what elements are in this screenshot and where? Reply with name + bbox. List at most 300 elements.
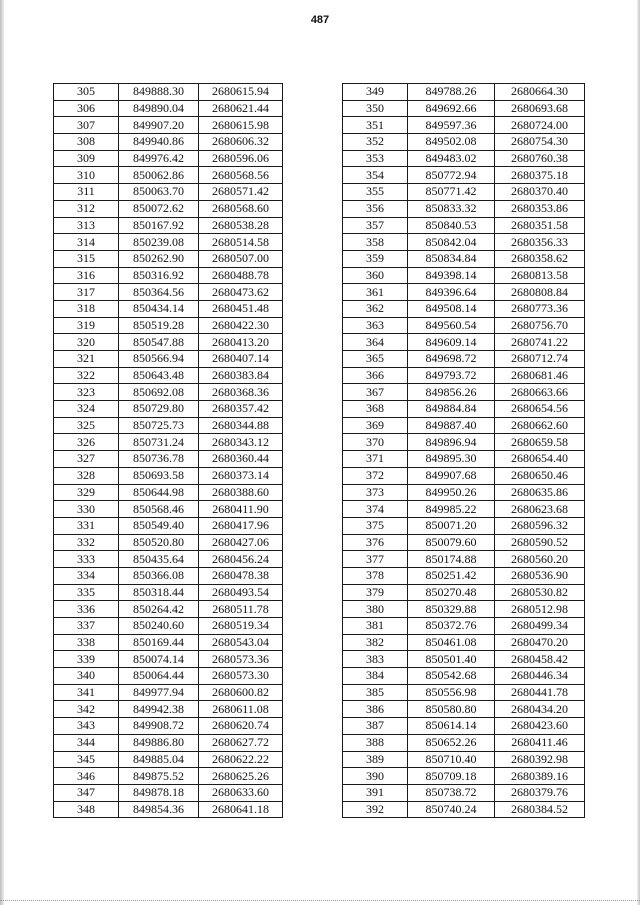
x-coordinate-cell: 850740.24 — [408, 801, 495, 818]
table-row — [343, 534, 585, 551]
point-number-cell: 318 — [54, 300, 119, 317]
table-row — [54, 451, 283, 468]
point-number-cell: 346 — [54, 768, 119, 785]
y-coordinate-cell: 2680754.30 — [495, 134, 585, 151]
table-row — [54, 567, 283, 584]
point-number-cell: 361 — [343, 284, 408, 301]
point-number-cell: 388 — [343, 734, 408, 751]
table-row — [54, 784, 283, 801]
point-number-cell: 382 — [343, 634, 408, 651]
table-row — [343, 701, 585, 718]
scan-edge-left — [0, 0, 4, 905]
point-number-cell: 345 — [54, 751, 119, 768]
y-coordinate-cell: 2680389.16 — [495, 768, 585, 785]
x-coordinate-cell: 849940.86 — [119, 134, 199, 151]
table-row — [343, 300, 585, 317]
y-coordinate-cell: 2680773.36 — [495, 300, 585, 317]
y-coordinate-cell: 2680568.56 — [199, 167, 283, 184]
point-number-cell: 374 — [343, 501, 408, 518]
table-row — [54, 284, 283, 301]
y-coordinate-cell: 2680606.32 — [199, 134, 283, 151]
x-coordinate-cell: 850435.64 — [119, 551, 199, 568]
y-coordinate-cell: 2680664.30 — [495, 84, 585, 101]
y-coordinate-cell: 2680650.46 — [495, 467, 585, 484]
point-number-cell: 332 — [54, 534, 119, 551]
x-coordinate-cell: 850167.92 — [119, 217, 199, 234]
y-coordinate-cell: 2680625.26 — [199, 768, 283, 785]
x-coordinate-cell: 850692.08 — [119, 384, 199, 401]
table-row — [54, 634, 283, 651]
y-coordinate-cell: 2680663.66 — [495, 384, 585, 401]
x-coordinate-cell: 850264.42 — [119, 601, 199, 618]
point-number-cell: 324 — [54, 401, 119, 418]
table-row — [54, 701, 283, 718]
x-coordinate-cell: 850725.73 — [119, 417, 199, 434]
x-coordinate-cell: 850461.08 — [408, 634, 495, 651]
point-number-cell: 328 — [54, 467, 119, 484]
x-coordinate-cell: 850071.20 — [408, 517, 495, 534]
table-row — [54, 384, 283, 401]
point-number-cell: 331 — [54, 517, 119, 534]
x-coordinate-cell: 850644.98 — [119, 484, 199, 501]
table-row — [343, 417, 585, 434]
y-coordinate-cell: 2680654.40 — [495, 451, 585, 468]
x-coordinate-cell: 849887.40 — [408, 417, 495, 434]
point-number-cell: 355 — [343, 184, 408, 201]
table-row — [343, 100, 585, 117]
x-coordinate-cell: 849502.08 — [408, 134, 495, 151]
table-row — [54, 334, 283, 351]
table-row — [54, 534, 283, 551]
point-number-cell: 390 — [343, 768, 408, 785]
point-number-cell: 327 — [54, 451, 119, 468]
table-row — [54, 718, 283, 735]
table-row — [343, 601, 585, 618]
x-coordinate-cell: 850547.88 — [119, 334, 199, 351]
point-number-cell: 362 — [343, 300, 408, 317]
point-number-cell: 383 — [343, 651, 408, 668]
point-number-cell: 385 — [343, 684, 408, 701]
x-coordinate-cell: 850074.14 — [119, 651, 199, 668]
y-coordinate-cell: 2680373.14 — [199, 467, 283, 484]
x-coordinate-cell: 850614.14 — [408, 718, 495, 735]
table-row — [343, 618, 585, 635]
table-row — [54, 134, 283, 151]
y-coordinate-cell: 2680530.82 — [495, 584, 585, 601]
x-coordinate-cell: 850580.80 — [408, 701, 495, 718]
point-number-cell: 330 — [54, 501, 119, 518]
y-coordinate-cell: 2680451.48 — [199, 300, 283, 317]
x-coordinate-cell: 849885.04 — [119, 751, 199, 768]
point-number-cell: 363 — [343, 317, 408, 334]
point-number-cell: 384 — [343, 668, 408, 685]
y-coordinate-cell: 2680600.82 — [199, 684, 283, 701]
table-row — [54, 734, 283, 751]
table-row — [54, 150, 283, 167]
y-coordinate-cell: 2680407.14 — [199, 351, 283, 368]
table-row — [54, 217, 283, 234]
point-number-cell: 387 — [343, 718, 408, 735]
point-number-cell: 335 — [54, 584, 119, 601]
table-row — [54, 801, 283, 818]
point-number-cell: 315 — [54, 250, 119, 267]
point-number-cell: 340 — [54, 668, 119, 685]
point-number-cell: 370 — [343, 434, 408, 451]
table-row — [343, 567, 585, 584]
table-row — [343, 451, 585, 468]
x-coordinate-cell: 850239.08 — [119, 234, 199, 251]
y-coordinate-cell: 2680357.42 — [199, 401, 283, 418]
point-number-cell: 313 — [54, 217, 119, 234]
point-number-cell: 366 — [343, 367, 408, 384]
table-row — [54, 401, 283, 418]
table-row — [343, 134, 585, 151]
x-coordinate-cell: 849788.26 — [408, 84, 495, 101]
y-coordinate-cell: 2680654.56 — [495, 401, 585, 418]
point-number-cell: 344 — [54, 734, 119, 751]
y-coordinate-cell: 2680511.78 — [199, 601, 283, 618]
x-coordinate-cell: 850772.94 — [408, 167, 495, 184]
x-coordinate-cell: 849854.36 — [119, 801, 199, 818]
x-coordinate-cell: 850542.68 — [408, 668, 495, 685]
y-coordinate-cell: 2680370.40 — [495, 184, 585, 201]
y-coordinate-cell: 2680512.98 — [495, 601, 585, 618]
table-row — [343, 768, 585, 785]
point-number-cell: 333 — [54, 551, 119, 568]
table-row — [54, 367, 283, 384]
point-number-cell: 354 — [343, 167, 408, 184]
point-number-cell: 308 — [54, 134, 119, 151]
point-number-cell: 334 — [54, 567, 119, 584]
y-coordinate-cell: 2680360.44 — [199, 451, 283, 468]
point-number-cell: 367 — [343, 384, 408, 401]
y-coordinate-cell: 2680423.60 — [495, 718, 585, 735]
y-coordinate-cell: 2680388.60 — [199, 484, 283, 501]
point-number-cell: 320 — [54, 334, 119, 351]
x-coordinate-cell: 849609.14 — [408, 334, 495, 351]
table-row — [343, 284, 585, 301]
point-number-cell: 343 — [54, 718, 119, 735]
y-coordinate-cell: 2680627.72 — [199, 734, 283, 751]
y-coordinate-cell: 2680375.18 — [495, 167, 585, 184]
y-coordinate-cell: 2680514.58 — [199, 234, 283, 251]
y-coordinate-cell: 2680573.30 — [199, 668, 283, 685]
y-coordinate-cell: 2680356.33 — [495, 234, 585, 251]
point-number-cell: 351 — [343, 117, 408, 134]
y-coordinate-cell: 2680434.20 — [495, 701, 585, 718]
x-coordinate-cell: 850169.44 — [119, 634, 199, 651]
point-number-cell: 325 — [54, 417, 119, 434]
table-row — [343, 267, 585, 284]
scan-edge-bottom — [0, 900, 640, 901]
x-coordinate-cell: 850519.28 — [119, 317, 199, 334]
x-coordinate-cell: 850364.56 — [119, 284, 199, 301]
table-row — [343, 184, 585, 201]
y-coordinate-cell: 2680620.74 — [199, 718, 283, 735]
table-row — [54, 317, 283, 334]
x-coordinate-cell: 850240.60 — [119, 618, 199, 635]
y-coordinate-cell: 2680384.52 — [495, 801, 585, 818]
table-row — [343, 784, 585, 801]
point-number-cell: 316 — [54, 267, 119, 284]
point-number-cell: 341 — [54, 684, 119, 701]
table-row — [343, 167, 585, 184]
x-coordinate-cell: 850174.88 — [408, 551, 495, 568]
point-number-cell: 336 — [54, 601, 119, 618]
x-coordinate-cell: 849977.94 — [119, 684, 199, 701]
y-coordinate-cell: 2680351.58 — [495, 217, 585, 234]
x-coordinate-cell: 849398.14 — [408, 267, 495, 284]
table-row — [343, 317, 585, 334]
y-coordinate-cell: 2680422.30 — [199, 317, 283, 334]
x-coordinate-cell: 849560.54 — [408, 317, 495, 334]
x-coordinate-cell: 850738.72 — [408, 784, 495, 801]
table-row — [343, 551, 585, 568]
point-number-cell: 380 — [343, 601, 408, 618]
x-coordinate-cell: 850318.44 — [119, 584, 199, 601]
x-coordinate-cell: 850079.60 — [408, 534, 495, 551]
point-number-cell: 360 — [343, 267, 408, 284]
x-coordinate-cell: 849942.38 — [119, 701, 199, 718]
x-coordinate-cell: 850063.70 — [119, 184, 199, 201]
y-coordinate-cell: 2680427.06 — [199, 534, 283, 551]
point-number-cell: 321 — [54, 351, 119, 368]
table-row — [343, 200, 585, 217]
table-row — [343, 684, 585, 701]
table-row — [343, 367, 585, 384]
table-row — [54, 117, 283, 134]
table-row — [54, 234, 283, 251]
y-coordinate-cell: 2680478.38 — [199, 567, 283, 584]
x-coordinate-cell: 850262.90 — [119, 250, 199, 267]
y-coordinate-cell: 2680621.44 — [199, 100, 283, 117]
x-coordinate-cell: 849698.72 — [408, 351, 495, 368]
y-coordinate-cell: 2680724.00 — [495, 117, 585, 134]
point-number-cell: 358 — [343, 234, 408, 251]
table-row — [54, 501, 283, 518]
x-coordinate-cell: 850329.88 — [408, 601, 495, 618]
table-row — [54, 768, 283, 785]
coordinate-table-left — [53, 83, 283, 818]
x-coordinate-cell: 850366.08 — [119, 567, 199, 584]
y-coordinate-cell: 2680379.76 — [495, 784, 585, 801]
table-row — [54, 751, 283, 768]
x-coordinate-cell: 850062.86 — [119, 167, 199, 184]
x-coordinate-cell: 849908.72 — [119, 718, 199, 735]
table-row — [54, 100, 283, 117]
point-number-cell: 350 — [343, 100, 408, 117]
table-row — [343, 234, 585, 251]
table-row — [54, 167, 283, 184]
x-coordinate-cell: 850434.14 — [119, 300, 199, 317]
x-coordinate-cell: 849976.42 — [119, 150, 199, 167]
x-coordinate-cell: 849895.30 — [408, 451, 495, 468]
table-row — [54, 84, 283, 101]
table-row — [343, 217, 585, 234]
x-coordinate-cell: 850834.84 — [408, 250, 495, 267]
y-coordinate-cell: 2680417.96 — [199, 517, 283, 534]
y-coordinate-cell: 2680507.00 — [199, 250, 283, 267]
x-coordinate-cell: 849878.18 — [119, 784, 199, 801]
point-number-cell: 371 — [343, 451, 408, 468]
x-coordinate-cell: 850710.40 — [408, 751, 495, 768]
x-coordinate-cell: 850556.98 — [408, 684, 495, 701]
point-number-cell: 337 — [54, 618, 119, 635]
y-coordinate-cell: 2680633.60 — [199, 784, 283, 801]
x-coordinate-cell: 849875.52 — [119, 768, 199, 785]
point-number-cell: 353 — [343, 150, 408, 167]
point-number-cell: 373 — [343, 484, 408, 501]
point-number-cell: 352 — [343, 134, 408, 151]
point-number-cell: 306 — [54, 100, 119, 117]
y-coordinate-cell: 2680659.58 — [495, 434, 585, 451]
point-number-cell: 342 — [54, 701, 119, 718]
x-coordinate-cell: 849884.84 — [408, 401, 495, 418]
table-row — [343, 651, 585, 668]
point-number-cell: 392 — [343, 801, 408, 818]
table-row — [343, 517, 585, 534]
y-coordinate-cell: 2680499.34 — [495, 618, 585, 635]
point-number-cell: 364 — [343, 334, 408, 351]
y-coordinate-cell: 2680741.22 — [495, 334, 585, 351]
table-row — [343, 351, 585, 368]
point-number-cell: 376 — [343, 534, 408, 551]
y-coordinate-cell: 2680358.62 — [495, 250, 585, 267]
y-coordinate-cell: 2680573.36 — [199, 651, 283, 668]
y-coordinate-cell: 2680590.52 — [495, 534, 585, 551]
table-row — [54, 467, 283, 484]
y-coordinate-cell: 2680488.78 — [199, 267, 283, 284]
y-coordinate-cell: 2680353.86 — [495, 200, 585, 217]
point-number-cell: 389 — [343, 751, 408, 768]
y-coordinate-cell: 2680344.88 — [199, 417, 283, 434]
x-coordinate-cell: 849896.94 — [408, 434, 495, 451]
y-coordinate-cell: 2680641.18 — [199, 801, 283, 818]
x-coordinate-cell: 850840.53 — [408, 217, 495, 234]
y-coordinate-cell: 2680681.46 — [495, 367, 585, 384]
x-coordinate-cell: 850731.24 — [119, 434, 199, 451]
table-row — [343, 668, 585, 685]
y-coordinate-cell: 2680611.08 — [199, 701, 283, 718]
x-coordinate-cell: 850520.80 — [119, 534, 199, 551]
x-coordinate-cell: 850316.92 — [119, 267, 199, 284]
x-coordinate-cell: 850072.62 — [119, 200, 199, 217]
y-coordinate-cell: 2680622.22 — [199, 751, 283, 768]
x-coordinate-cell: 849890.04 — [119, 100, 199, 117]
table-row — [54, 300, 283, 317]
y-coordinate-cell: 2680712.74 — [495, 351, 585, 368]
y-coordinate-cell: 2680568.60 — [199, 200, 283, 217]
table-row — [343, 401, 585, 418]
table-row — [343, 501, 585, 518]
y-coordinate-cell: 2680446.34 — [495, 668, 585, 685]
point-number-cell: 379 — [343, 584, 408, 601]
x-coordinate-cell: 849692.66 — [408, 100, 495, 117]
point-number-cell: 375 — [343, 517, 408, 534]
table-row — [343, 384, 585, 401]
point-number-cell: 322 — [54, 367, 119, 384]
y-coordinate-cell: 2680808.84 — [495, 284, 585, 301]
point-number-cell: 368 — [343, 401, 408, 418]
point-number-cell: 357 — [343, 217, 408, 234]
x-coordinate-cell: 850643.48 — [119, 367, 199, 384]
point-number-cell: 319 — [54, 317, 119, 334]
x-coordinate-cell: 850549.40 — [119, 517, 199, 534]
point-number-cell: 314 — [54, 234, 119, 251]
table-row — [343, 84, 585, 101]
x-coordinate-cell: 850693.58 — [119, 467, 199, 484]
point-number-cell: 391 — [343, 784, 408, 801]
point-number-cell: 311 — [54, 184, 119, 201]
table-row — [54, 434, 283, 451]
point-number-cell: 312 — [54, 200, 119, 217]
table-row — [54, 551, 283, 568]
table-row — [54, 250, 283, 267]
point-number-cell: 329 — [54, 484, 119, 501]
table-row — [54, 601, 283, 618]
x-coordinate-cell: 849597.36 — [408, 117, 495, 134]
table-row — [54, 618, 283, 635]
x-coordinate-cell: 850729.80 — [119, 401, 199, 418]
y-coordinate-cell: 2680596.32 — [495, 517, 585, 534]
y-coordinate-cell: 2680543.04 — [199, 634, 283, 651]
x-coordinate-cell: 849483.02 — [408, 150, 495, 167]
table-row — [343, 434, 585, 451]
point-number-cell: 386 — [343, 701, 408, 718]
table-row — [343, 334, 585, 351]
table-row — [343, 718, 585, 735]
y-coordinate-cell: 2680536.90 — [495, 567, 585, 584]
x-coordinate-cell: 849793.72 — [408, 367, 495, 384]
y-coordinate-cell: 2680383.84 — [199, 367, 283, 384]
y-coordinate-cell: 2680596.06 — [199, 150, 283, 167]
point-number-cell: 365 — [343, 351, 408, 368]
y-coordinate-cell: 2680615.98 — [199, 117, 283, 134]
point-number-cell: 317 — [54, 284, 119, 301]
coordinate-table-right — [342, 83, 585, 818]
point-number-cell: 309 — [54, 150, 119, 167]
x-coordinate-cell: 850372.76 — [408, 618, 495, 635]
y-coordinate-cell: 2680473.62 — [199, 284, 283, 301]
point-number-cell: 338 — [54, 634, 119, 651]
x-coordinate-cell: 849886.80 — [119, 734, 199, 751]
table-row — [54, 351, 283, 368]
x-coordinate-cell: 850566.94 — [119, 351, 199, 368]
y-coordinate-cell: 2680571.42 — [199, 184, 283, 201]
point-number-cell: 349 — [343, 84, 408, 101]
x-coordinate-cell: 849950.26 — [408, 484, 495, 501]
point-number-cell: 307 — [54, 117, 119, 134]
x-coordinate-cell: 849888.30 — [119, 84, 199, 101]
x-coordinate-cell: 849907.20 — [119, 117, 199, 134]
point-number-cell: 377 — [343, 551, 408, 568]
y-coordinate-cell: 2680662.60 — [495, 417, 585, 434]
y-coordinate-cell: 2680623.68 — [495, 501, 585, 518]
table-row — [343, 734, 585, 751]
x-coordinate-cell: 850064.44 — [119, 668, 199, 685]
x-coordinate-cell: 850501.40 — [408, 651, 495, 668]
x-coordinate-cell: 850833.32 — [408, 200, 495, 217]
x-coordinate-cell: 849985.22 — [408, 501, 495, 518]
y-coordinate-cell: 2680411.46 — [495, 734, 585, 751]
table-row — [343, 634, 585, 651]
table-row — [54, 584, 283, 601]
y-coordinate-cell: 2680413.20 — [199, 334, 283, 351]
table-row — [54, 668, 283, 685]
y-coordinate-cell: 2680635.86 — [495, 484, 585, 501]
point-number-cell: 348 — [54, 801, 119, 818]
table-row — [343, 117, 585, 134]
